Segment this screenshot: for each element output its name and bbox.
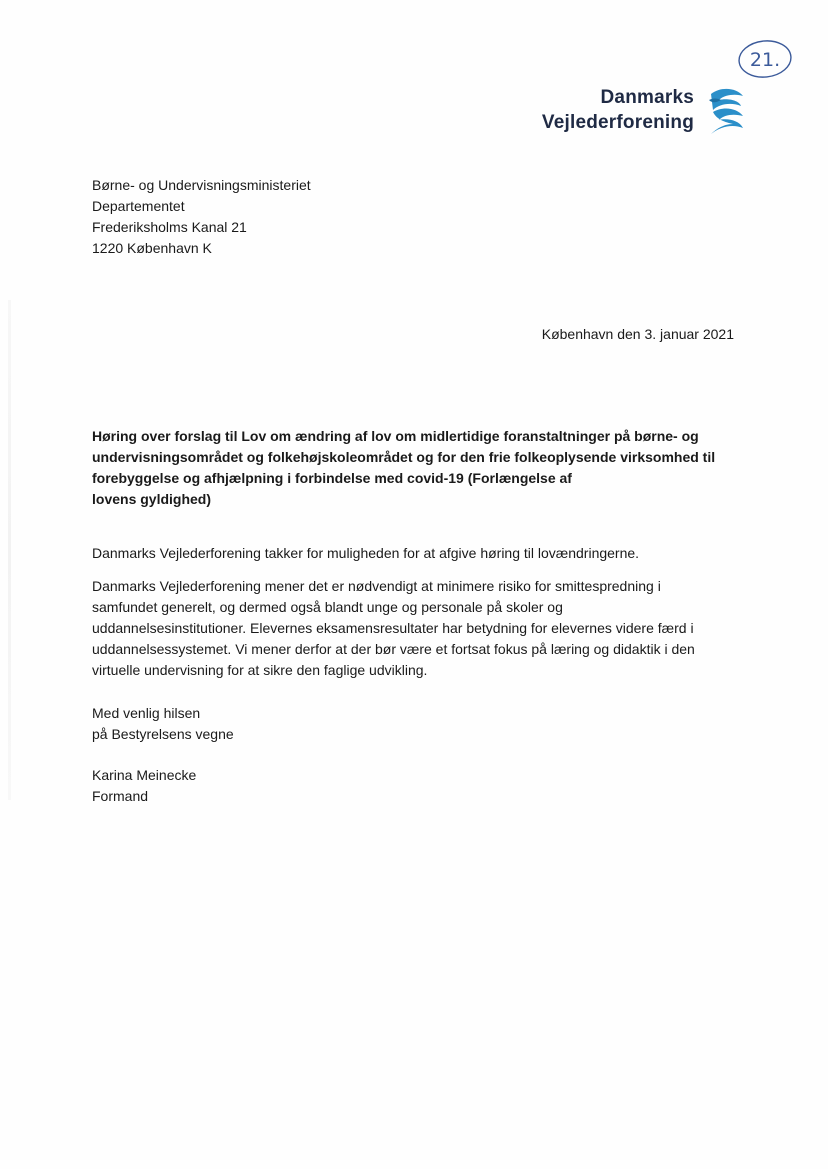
signer-title: Formand [92, 788, 149, 804]
subject-line: Høring over forslag til Lov om ændring af lov om midlertidige foranstaltninger på børne- og [92, 428, 699, 444]
ribbon-s-logo-icon [703, 84, 751, 138]
subject-line: lovens gyldighed) [92, 491, 212, 507]
subject-line: forebyggelse og afhjælpning i forbindelse med covid-19 (Forlængelse af [92, 470, 572, 486]
handwritten-page-number [736, 38, 794, 80]
paragraph-line: uddannelsesinstitutioner. Elevernes eksamensresultater har betydning for elevernes videre færd i [92, 620, 694, 636]
org-name-line2: Vejlederforening [541, 112, 694, 133]
paragraph-line: uddannelsessystemet. Vi mener derfor at der bør være et fortsat fokus på læring og didaktik i den [92, 641, 695, 657]
org-name-line1: Danmarks [600, 87, 694, 108]
recipient-line: 1220 København K [92, 240, 212, 256]
letterhead [520, 84, 760, 144]
letter-subject [92, 426, 737, 510]
paragraph-line: samfundet generelt, og dermed også blandt unge og personale på skoler og [92, 599, 563, 615]
page-number-text: 21. [749, 49, 781, 71]
subject-line: undervisningsområdet og folkehøjskoleområdet og for den frie folkeoplysende virksomhed til [92, 449, 716, 465]
body-paragraph: Danmarks Vejlederforening takker for muligheden for at afgive høring til lovændringerne. [92, 545, 640, 561]
closing-line: Med venlig hilsen [92, 705, 201, 721]
recipient-line: Børne- og Undervisningsministeriet [92, 177, 311, 193]
scan-edge-shadow [8, 300, 11, 800]
page-number-circle-icon [736, 38, 794, 80]
body-paragraph [92, 576, 742, 681]
signature-block [92, 765, 196, 807]
recipient-line: Frederiksholms Kanal 21 [92, 219, 247, 235]
letter-date: København den 3. januar 2021 [541, 326, 734, 342]
paragraph-line: Danmarks Vejlederforening mener det er nødvendigt at minimere risiko for smittespredning i [92, 578, 661, 594]
signer-name: Karina Meinecke [92, 767, 197, 783]
recipient-address [92, 175, 311, 259]
closing-line: på Bestyrelsens vegne [92, 726, 234, 742]
recipient-line: Departementet [92, 198, 185, 214]
paragraph-line: virtuelle undervisning for at sikre den faglige udvikling. [92, 662, 428, 678]
closing [92, 703, 234, 745]
